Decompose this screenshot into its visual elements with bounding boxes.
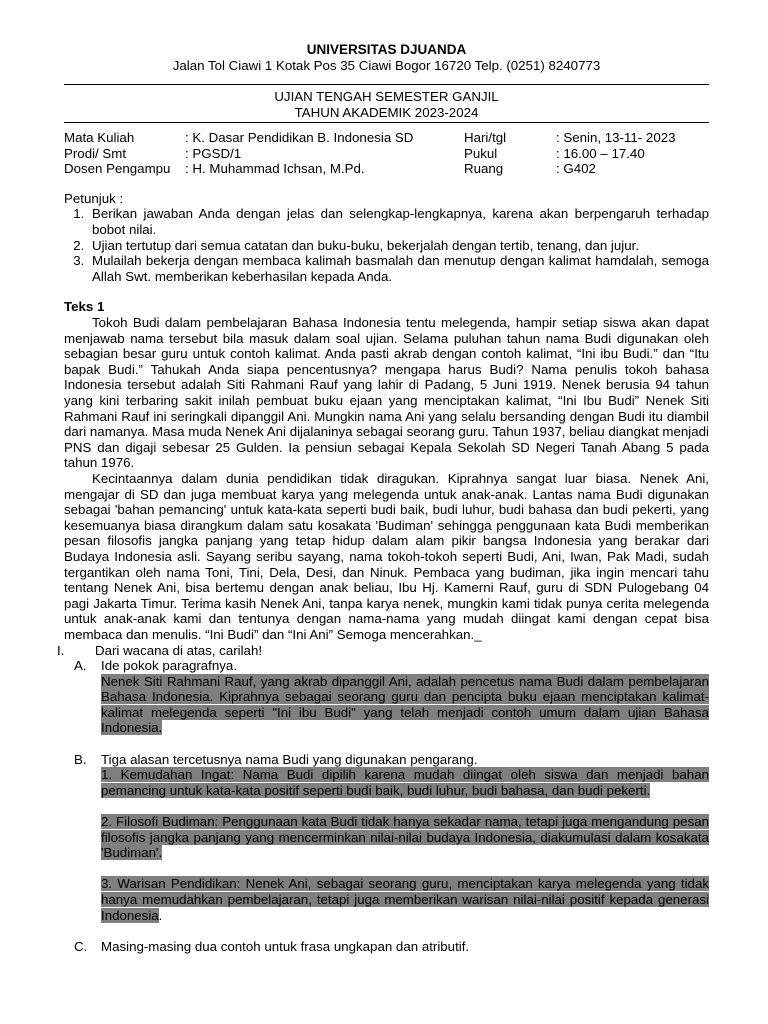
- meta-label: Mata Kuliah: [64, 130, 135, 146]
- meta-label: Prodi/ Smt: [64, 145, 127, 161]
- answer-period: .: [158, 907, 163, 923]
- meta-label: Ruang: [464, 161, 504, 177]
- exam-meta: [64, 130, 709, 177]
- part-prompt: Ide pokok paragrafnya.: [101, 658, 238, 674]
- meta-value: : G402: [556, 161, 596, 177]
- meta-label: Hari/tgl: [464, 130, 507, 146]
- highlighted-answer: Nenek Siti Rahmani Rauf, yang akrab dipanggil Ani, adalah pencetus nama Budi dalam pembelajaran Bahasa Indonesia. Kiprahnya sebagai seorang guru dan pencipta buku ejaan menciptakan kalimat-kalimat melegenda seperti "Ini ibu Budi" yang telah menjadi contoh umum dalam ujian Bahasa Indonesia.: [101, 673, 709, 736]
- instructions-title: Petunjuk :: [64, 190, 124, 206]
- meta-row: [64, 130, 709, 146]
- spacer: [64, 861, 709, 877]
- text-paragraph: Kecintaannya dalam dunia pendidikan tidak diragukan. Kiprahnya sangat luar biasa. Nenek Ani, mengajar di SD dan juga membuat karya yang melegenda untuk anak-anak. Lantas nama Budi digunakan sebagai 'bahan pemancing' untuk kata-kata seperti budi baik, budi luhur, budi bahasa dan budi pekerti, yang kesemuanya biasa dirangkum dalam satu kosakata 'Budiman' sehingga penggunaan kata Budi memberikan pesan filosofis jangka panjang yang tetap hidup dalam alam pikir bangsa Indonesia yang berakar dari Budaya Indonesia asli. Sayang seribu sayang, nama tokoh-tokoh seperti Budi, Ani, Iwan, Pak Madi, sudah tergantikan oleh nama Toni, Tini, Dela, Desi, dan Ninuk. Pembaca yang budiman, jika ingin mencari tahu tentang Nenek Ani, bisa bertemu dengan anak beliau, Ibu Hj. Kamerni Rauf, guru di SDN Pulogebang 04 pagi Jakarta Timur. Terima kasih Nenek Ani, tanpa karya nenek, mungkin kami tidak punya cerita melegenda untuk anak-anak kami dan tentunya dengan nama-nama yang mudah diingat kami dengan cepat bisa membaca dan menulis. “Ini Budi” dan “Ini Ani” Semoga mencerahkan._: [64, 470, 709, 642]
- answer-b-3: [101, 876, 709, 923]
- part-letter: A.: [74, 658, 87, 674]
- meta-value: : K. Dasar Pendidikan B. Indonesia SD: [185, 130, 414, 146]
- part-letter: C.: [74, 938, 88, 954]
- instruction-item: 2. Ujian tertutup dari semua catatan dan buku-buku, bekerjalah dengan tertib, tenang, dan jujur.: [88, 238, 709, 254]
- meta-value: : 16.00 – 17.40: [556, 145, 645, 161]
- meta-row: [64, 146, 709, 162]
- part-letter: B.: [74, 751, 87, 767]
- answer-a: [101, 674, 709, 736]
- university-address: Jalan Tol Ciawi 1 Kotak Pos 35 Ciawi Bogor 16720 Telp. (0251) 8240773: [172, 57, 601, 73]
- part-prompt: Tiga alasan tercetusnya nama Budi yang digunakan pengarang.: [101, 751, 478, 767]
- meta-value: : H. Muhammad Ichsan, M.Pd.: [185, 161, 365, 177]
- highlighted-answer: 1. Kemudahan Ingat: Nama Budi dipilih karena mudah diingat oleh siswa dan menjadi bahan pemancing untuk kata-kata positif seperti budi baik, budi luhur, budi bahasa, dan budi pekerti.: [101, 767, 709, 798]
- instructions-list: [64, 206, 709, 284]
- highlighted-answer: 3. Warisan Pendidikan: Nenek Ani, sebagai seorang guru, menciptakan karya melegenda yang tidak hanya memudahkan pembelajaran, tetapi juga memberikan warisan nilai-nilai positif kepada generasi Indonesia: [101, 876, 709, 923]
- part-prompt: Masing-masing dua contoh untuk frasa ungkapan dan atributif.: [101, 938, 470, 954]
- header-divider: [64, 84, 709, 85]
- text-heading: Teks 1: [64, 299, 105, 315]
- highlighted-answer: 2. Filosofi Budiman: Penggunaan kata Budi tidak hanya sekadar nama, tetapi juga mengandung pesan filosofis jangka panjang yang mencerminkan nilai-nilai budaya Indonesia, diakumulasi dalam kosakata 'Budiman'.: [101, 814, 709, 861]
- question-part-b: [74, 752, 709, 768]
- spacer: [64, 798, 709, 814]
- question: [57, 643, 709, 659]
- instruction-item: 3. Mulailah bekerja dengan membaca kalimah basmalah dan menutup dengan kalimat hamdalah, semoga Allah Swt. memberikan keberhasilan kepada Anda.: [88, 253, 709, 284]
- exam-page: [57, 42, 709, 954]
- exam-title: UJIAN TENGAH SEMESTER GANJIL: [274, 89, 499, 105]
- question-number: I.: [57, 642, 65, 658]
- academic-year: TAHUN AKADEMIK 2023-2024: [294, 104, 479, 120]
- university-name: UNIVERSITAS DJUANDA: [306, 42, 467, 57]
- text-paragraph: Tokoh Budi dalam pembelajaran Bahasa Indonesia tentu melegenda, hampir setiap siswa akan dapat menjawab nama tersebut bila masuk dalam soal ujian. Selama puluhan tahun nama Budi digunakan oleh sebagian besar guru untuk contoh kalimat. Anda pasti akrab dengan contoh kalimat, “Ini ibu Budi.” dan “Itu bapak Budi.” Tahukah Anda siapa pencentusnya? mengapa harus Budi? Nama penulis tokoh bahasa Indonesia tersebut adalah Siti Rahmani Rauf yang lahir di Padang, 5 Juni 1919. Nenek berusia 94 tahun yang kini terbaring sakit inilah pembuat buku ejaan yang menciptakan kalimat, “Ini Ibu Budi” Nenek Siti Rahmani Rauf ini seringkali dipanggil Ani. Mungkin nama Ani yang selalu bersanding dengan Budi itu diambil dari namanya. Masa muda Nenek Ani dijalaninya sebagai seorang guru. Tahun 1937, beliau diangkat menjadi PNS dan digaji sebesar 25 Gulden. Ia pensiun sebagai Kepala Sekolah SD Negeri Tanah Abang 5 pada tahun 1976.: [64, 315, 709, 471]
- meta-value: : PGSD/1: [185, 145, 242, 161]
- question-part-a: [74, 658, 709, 674]
- answer-b-2: [101, 814, 709, 861]
- instruction-item: 1. Berikan jawaban Anda dengan jelas dan selengkap-lengkapnya, karena akan berpengaruh terhadap bobot nilai.: [88, 206, 709, 237]
- title-divider: [64, 122, 709, 123]
- meta-label: Dosen Pengampu: [64, 161, 171, 177]
- meta-row: [64, 161, 709, 177]
- meta-label: Pukul: [464, 145, 498, 161]
- answer-b-1: [101, 767, 709, 798]
- meta-value: : Senin, 13-11- 2023: [556, 130, 676, 146]
- spacer: [64, 923, 709, 939]
- question-part-c: [74, 939, 709, 955]
- question-text: Dari wacana di atas, carilah!: [95, 642, 263, 658]
- spacer: [64, 736, 709, 752]
